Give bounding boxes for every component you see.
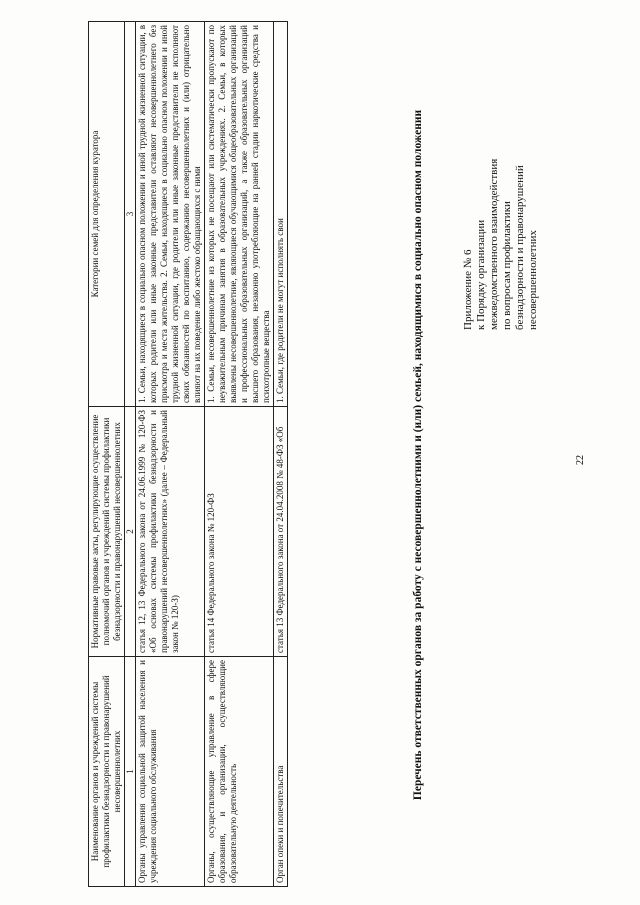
table-header-row xyxy=(89,22,125,887)
table-row xyxy=(274,22,288,887)
column-number: 1 xyxy=(125,657,136,887)
appendix-line: межведомственного взаимодействия xyxy=(488,158,500,330)
table-cell-authority: Органы, осуществляющие управление в сфере образования, и организации, осуществляющие образовательную деятельность xyxy=(205,657,274,887)
table-cell-legal-act: статья 13 Федерального закона от 24.04.2008 № 48-ФЗ «Об xyxy=(274,407,288,657)
appendix-line: несовершеннолетних xyxy=(527,230,539,330)
table-cell-legal-act: статья 12, 13 Федерального закона от 24.06.1999 № 120-ФЗ «Об основах системы профилактики безнадзорности и правонарушений несовершеннолетних» (далее – Федеральный закон № 120-З) xyxy=(136,407,205,657)
table-cell-family-category: 1. Семьи, где родители не могут исполнять свои xyxy=(274,22,288,407)
table-header-cell: Нормативные правовые акты, регулирующие осуществление полномочий органов и учреждений системы профилактики безнадзорности и правонарушений несовершеннолетних xyxy=(89,407,125,657)
document-heading: Перечень ответственных органов за работу с несовершеннолетними и (или) семьей, находящимися в социально опасном положении xyxy=(412,109,424,801)
table-cell-authority: Орган опеки и попечительства xyxy=(274,657,288,887)
column-number-row xyxy=(125,22,136,887)
responsibility-table xyxy=(88,21,288,887)
table-header-cell: Категории семей для определения куратора xyxy=(89,22,125,407)
column-number: 3 xyxy=(125,22,136,407)
appendix-line: к Порядку организации xyxy=(475,219,487,330)
column-number: 2 xyxy=(125,407,136,657)
appendix-line: безнадзорности и правонарушений xyxy=(514,165,526,330)
table-row xyxy=(205,22,274,887)
appendix-block xyxy=(462,30,540,330)
page-number: 22 xyxy=(575,455,586,465)
table-cell-family-category: 1. Семьи, находящиеся в социально опасном положении и иной трудной жизненной ситуации, в которых родители или иные законные представители оставляют несовершеннолетнего без присмотра и места жительства. 2. Семьи, находящиеся в социально опасном положении и иной трудной жизненной ситуации, где родители или иные законные представители не исполняют своих обязанностей по воспитанию, содержанию несовершеннолетних и (или) отрицательно влияют на их поведение либо жестоко обращающихся с ними xyxy=(136,22,205,407)
table-header-cell: Наименование органов и учреждений системы профилактики безнадзорности и правонарушений несовершеннолетних xyxy=(89,657,125,887)
table-cell-authority: Органы управления социальной защитой населения и учреждения социального обслуживания xyxy=(136,657,205,887)
appendix-line: по вопросам профилактики xyxy=(501,201,513,330)
appendix-line: Приложение № 6 xyxy=(462,249,474,330)
table-cell-legal-act: статья 14 Федерального закона № 120-ФЗ xyxy=(205,407,274,657)
table-cell-family-category: 1. Семьи, несовершеннолетние из которых не посещают или систематически пропускают по неуважительным причинам занятия в образовательных учреждениях. 2. Семьи, в которых выявлены несовершеннолетние, являющиеся обучающимися общеобразовательных организаций и профессиональных образовательных организаций, а также образовательных организаций высшего образования, незаконно употребляющие на ранней стадии наркотические средства и психотропные вещества xyxy=(205,22,274,407)
table-row xyxy=(136,22,205,887)
